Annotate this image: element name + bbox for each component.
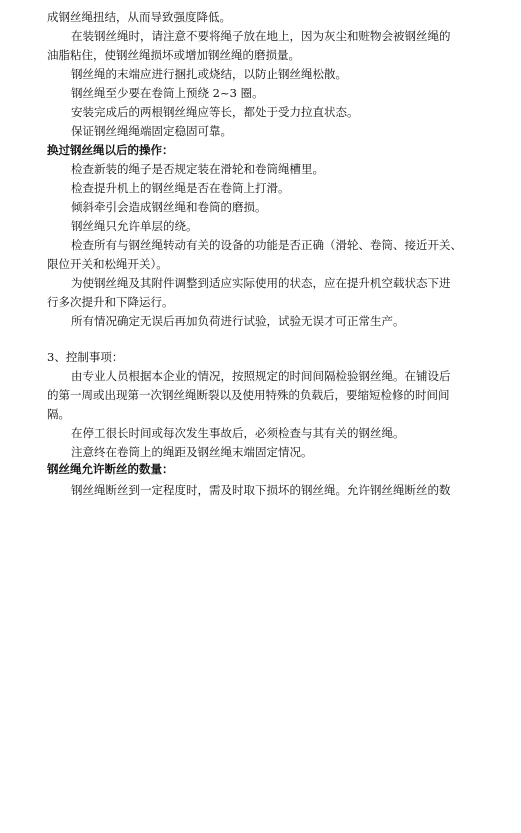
text-line: 检查新装的绳子是否规定装在滑轮和卷筒绳槽里。 xyxy=(71,162,324,176)
text-line: 为使钢丝绳及其附件调整到适应实际使用的状态，应在提升机空载状态下进 xyxy=(71,276,451,290)
text-line: 行多次提升和下降运行。 xyxy=(47,295,174,309)
text-line: 成钢丝绳扭结，从而导致强度降低。 xyxy=(47,10,231,24)
text-line: 的第一周或出现第一次钢丝绳断裂以及使用特殊的负载后，要缩短检修的时间间 xyxy=(47,388,450,402)
text-line: 由专业人员根据本企业的情况，按照规定的时间间隔检验钢丝绳。在铺设后 xyxy=(71,369,451,383)
text-line: 在装钢丝绳时，请注意不要将绳子放在地上，因为灰尘和赃物会被钢丝绳的 xyxy=(71,29,451,43)
text-line: 油脂粘住，使钢丝绳损坏或增加钢丝绳的磨损量。 xyxy=(47,48,300,62)
text-line: 所有情况确定无误后再加负荷进行试验，试验无误才可正常生产。 xyxy=(71,314,405,328)
text-line: 钢丝绳至少要在卷筒上预绕 2~3 圈。 xyxy=(71,86,264,100)
text-line: 限位开关和松绳开关）。 xyxy=(47,257,168,271)
section-heading: 换过钢丝绳以后的操作： xyxy=(47,143,174,157)
section-heading: 钢丝绳允许断丝的数量： xyxy=(47,462,174,476)
text-line: 钢丝绳只允许单层的绕。 xyxy=(71,219,198,233)
text-line: 在停工很长时间或每次发生事故后，必须检查与其有关的钢丝绳。 xyxy=(71,426,405,440)
text-line: 钢丝绳断丝到一定程度时，需及时取下损坏的钢丝绳。允许钢丝绳断丝的数 xyxy=(71,483,451,497)
text-line: 检查所有与钢丝绳转动有关的设备的功能是否正确（滑轮、卷筒、接近开关、 xyxy=(71,238,462,252)
section-heading: 3、控制事项： xyxy=(47,350,124,364)
text-line: 倾斜牵引会造成钢丝绳和卷筒的磨损。 xyxy=(71,200,267,214)
text-line: 钢丝绳的末端应进行捆扎或烧结，以防止钢丝绳松散。 xyxy=(71,67,347,81)
text-line: 安装完成后的两根钢丝绳应等长，都处于受力拉直状态。 xyxy=(71,105,359,119)
text-line: 检查提升机上的钢丝绳是否在卷筒上打滑。 xyxy=(71,181,290,195)
text-line: 隔。 xyxy=(47,407,70,421)
text-line: 保证钢丝绳绳端固定稳固可靠。 xyxy=(71,124,232,138)
text-line: 注意终在卷筒上的绳距及钢丝绳末端固定情况。 xyxy=(71,445,313,459)
